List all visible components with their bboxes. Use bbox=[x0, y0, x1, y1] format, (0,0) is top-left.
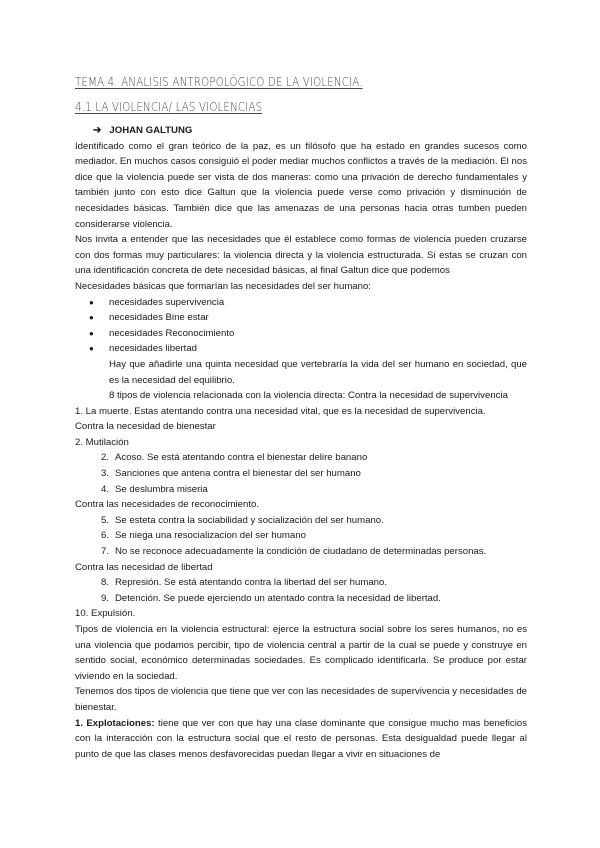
subheading-bienestar: Contra la necesidad de bienestar bbox=[75, 421, 216, 433]
list-item: ● necesidades supervivencia bbox=[75, 295, 527, 311]
arrow-right-icon: ➔ bbox=[93, 125, 102, 136]
paragraph-fifth-need: Hay que añadirle una quinta necesidad que vertebraría la vida del ser humano en sociedad, que es la necesidad del equilibrio. bbox=[109, 358, 527, 386]
item-expulsion: 10. Expulsión. bbox=[75, 608, 136, 620]
paragraph-needs: Necesidades básicas que formarían las necesidades del ser humano: bbox=[75, 280, 371, 292]
bullet-icon: ● bbox=[89, 328, 94, 338]
bullet-icon: ● bbox=[89, 297, 94, 307]
paragraph-intro: Identificado como el gran teórico de la paz, es un filósofo que ha estado en grandes sucesos como mediador. En muchos casos consiguió el poder mediar muchos conflictos a través de la mediación. El nos dice que la violencia puede ser vista de dos maneras: como una privación de derecho fundamentales y también junto con esto dice Galtun que la violencia puede verse como privación y disminución de necesidades básicas. También dice que las amenazas de una personas hacia otras tumben pueden considerarse violencia. bbox=[75, 140, 527, 230]
section-heading bbox=[93, 123, 527, 139]
bullet-icon: ● bbox=[89, 344, 94, 354]
bienestar-list bbox=[75, 450, 527, 497]
list-item: 7. No se reconoce adecuadamente la condición de ciudadano de determinadas personas. bbox=[100, 546, 487, 558]
list-item: ● necesidades Reconocimiento bbox=[75, 326, 527, 342]
list-item: ● necesidades libertad bbox=[75, 341, 527, 357]
list-item: 2. Acoso. Se está atentando contra el bienestar delire banano bbox=[100, 452, 368, 464]
item-mutilation: 2. Mutilación bbox=[75, 436, 129, 448]
list-item: 3. Sanciones que antena contra el bienestar del ser humano bbox=[100, 468, 361, 480]
paragraph-eight-types: 8 tipos de violencia relacionada con la violencia directa: Contra la necesidad de supervivencia bbox=[109, 390, 508, 402]
subheading-reconocimiento: Contra las necesidades de reconocimiento. bbox=[75, 499, 259, 511]
paragraph-invitation: Nos invita a entender que las necesidades que él establece como formas de violencia pueden cruzarse con dos formas muy particulares: la violencia directa y la violencia estructurada. Si estas se cruzan con una identificación concreta de dete necesidad básicas, al final Galtun dice que podemos bbox=[75, 234, 527, 277]
list-item: 9. Detención. Se puede ejerciendo un atentado contra la necesidad de libertad. bbox=[100, 592, 441, 604]
section-title: 4.1 LA VIOLENCIA/ LAS VIOLENCIAS bbox=[75, 99, 263, 114]
paragraph-two-types: Tenemos dos tipos de violencia que tiene que ver con las necesidades de supervivencia y necesidades de bienestar. bbox=[75, 686, 527, 713]
item-death: 1. La muerte. Estas atentando contra una necesidad vital, que es la necesidad de supervivencia. bbox=[75, 405, 486, 417]
paragraph-exploitation: 1. Explotaciones: tiene que ver con que hay una clase dominante que consigue mucho mas beneficios con la interacción con la estructura social que el resto de personas. Esta desigualdad puede llegar al punto de que las clases menos desfavorecidas puedan llegar a vivir en situaciones de bbox=[75, 717, 527, 760]
list-item: ● necesidades Bine estar bbox=[75, 310, 527, 326]
heading-text: JOHAN GALTUNG bbox=[109, 125, 193, 136]
document-body bbox=[75, 123, 527, 762]
subheading-libertad: Contra las necesidad de libertad bbox=[75, 561, 213, 573]
list-item: 8. Represión. Se está atentando contra la libertad del ser humano. bbox=[100, 577, 387, 589]
page-title: TEMA 4. ANALISIS ANTROPOLÓGICO DE LA VIOLENCIA. bbox=[75, 74, 363, 89]
needs-list bbox=[75, 295, 527, 357]
list-item: 6. Se niega una resocializacion del ser humano bbox=[100, 530, 306, 542]
list-item: 4. Se deslumbra miseria bbox=[100, 483, 208, 495]
exploitation-label: 1. Explotaciones: bbox=[75, 717, 155, 729]
list-item: 5. Se esteta contra la sociabilidad y socialización del ser humano. bbox=[100, 514, 384, 526]
bullet-icon: ● bbox=[89, 313, 94, 323]
libertad-list bbox=[75, 575, 527, 606]
paragraph-structural: Tipos de violencia en la violencia estructural: ejerce la estructura social sobre los seres humanos, no es una violencia que podamos percibir, tipo de violencia central a partir de la cual se puede y construye en sentido social, económico determinadas sociedades. Es complicado identificarla. Se produce por estar viviendo en la sociedad. bbox=[75, 624, 527, 682]
reconocimiento-list bbox=[75, 513, 527, 560]
